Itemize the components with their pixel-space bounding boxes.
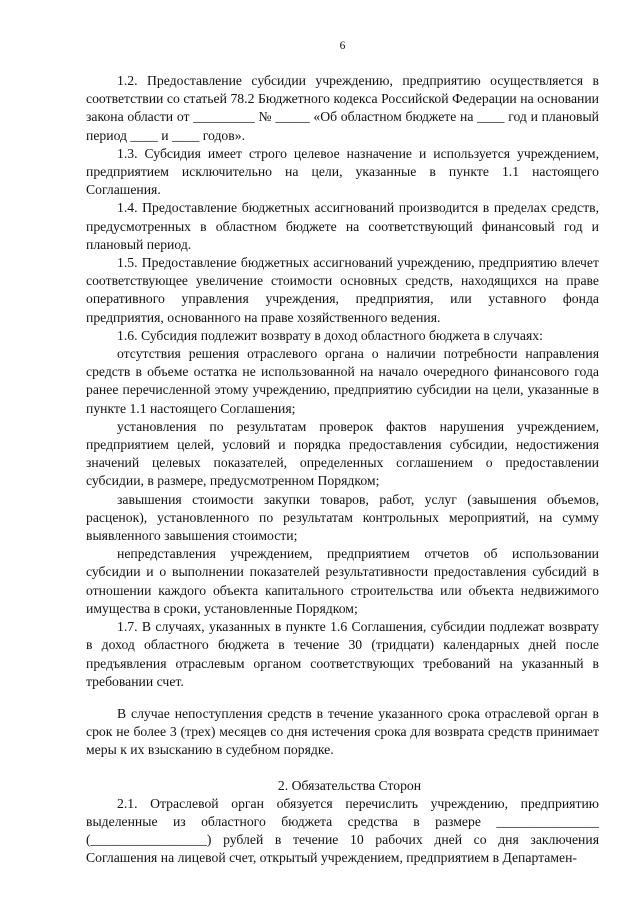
- return-case-1: отсутствия решения отраслевого органа о наличии потребности направления средств в объеме остатка не использованной на начало очередного финансового года ранее перечисленной этому учреждению, предприятию субсидии на цели, указанные в пункте 1.1 настоящего Соглашения;: [86, 346, 599, 416]
- return-case-4: непредставления учреждением, предприятием отчетов об использовании субсидии и о выполнении показателей результативности предоставления субсидий в отношении каждого объекта капитального строительства или объекта недвижимого имущества в сроки, установленные Порядком;: [86, 546, 599, 616]
- paragraph-1-6: 1.6. Субсидия подлежит возврату в доход областного бюджета в случаях:: [117, 327, 543, 343]
- paragraph-2-1: 2.1. Отраслевой орган обязуется перечислить учреждению, предприятию выделенные из областного бюджета средства в размере _______________ (_________________) рублей в течение 10 рабочих дней со дня заключения Соглашения на лицевой счет, открытый учреждением, предприятием в Департамен-: [86, 795, 599, 866]
- paragraph-1-3: 1.3. Субсидия имеет строго целевое назначение и используется учреждением, предприятием исключительно на цели, указанные в пункте 1.1 настоящего Соглашения.: [86, 145, 599, 198]
- non-receipt-paragraph: В случае непоступления средств в течение указанного срока отраслевой орган в срок не более 3 (трех) месяцев со дня истечения срока для возврата средств принимает меры к их взысканию в судебном порядке.: [86, 705, 599, 758]
- return-case-3: завышения стоимости закупки товаров, работ, услуг (завышения объемов, расценок), установленного по результатам контрольных мероприятий, на сумму выявленного завышения стоимости;: [86, 491, 599, 544]
- document-body: [86, 72, 599, 868]
- paragraph-1-4: 1.4. Предоставление бюджетных ассигнований производится в пределах средств, предусмотренных в областном бюджете на соответствующий финансовый год и плановый период.: [86, 200, 599, 252]
- return-case-2: установления по результатам проверок фактов нарушения учреждением, предприятием целей, условий и порядка предоставления субсидии, недостижения значений целевых показателей, определенных соглашением о предоставлении субсидии, в размере, предусмотренном Порядком;: [86, 418, 599, 489]
- document-page: [86, 0, 599, 905]
- section-heading: 2. Обязательства Сторон: [277, 777, 422, 793]
- paragraph-1-7: 1.7. В случаях, указанных в пункте 1.6 Соглашения, субсидии подлежат возврату в доход областного бюджета в течение 30 (тридцати) календарных дней после предъявления отраслевым органом соответствующих требований на указанный в требовании счет.: [86, 619, 599, 689]
- paragraph-1-2: 1.2. Предоставление субсидии учреждению, предприятию осуществляется в соответствии со статьей 78.2 Бюджетного кодекса Российской Федерации на основании закона области от _________ № _____ «Об областном бюджете на ____ год и плановый период ____ и ____ годов».: [86, 73, 599, 143]
- paragraph-1-5: 1.5. Предоставление бюджетных ассигнований учреждению, предприятию влечет соответствующее увеличение стоимости основных средств, находящихся на праве оперативного управления учреждения, предприятия, или уставного фонда предприятия, основанного на праве хозяйственного ведения.: [86, 255, 599, 325]
- page-number: 6: [339, 40, 346, 52]
